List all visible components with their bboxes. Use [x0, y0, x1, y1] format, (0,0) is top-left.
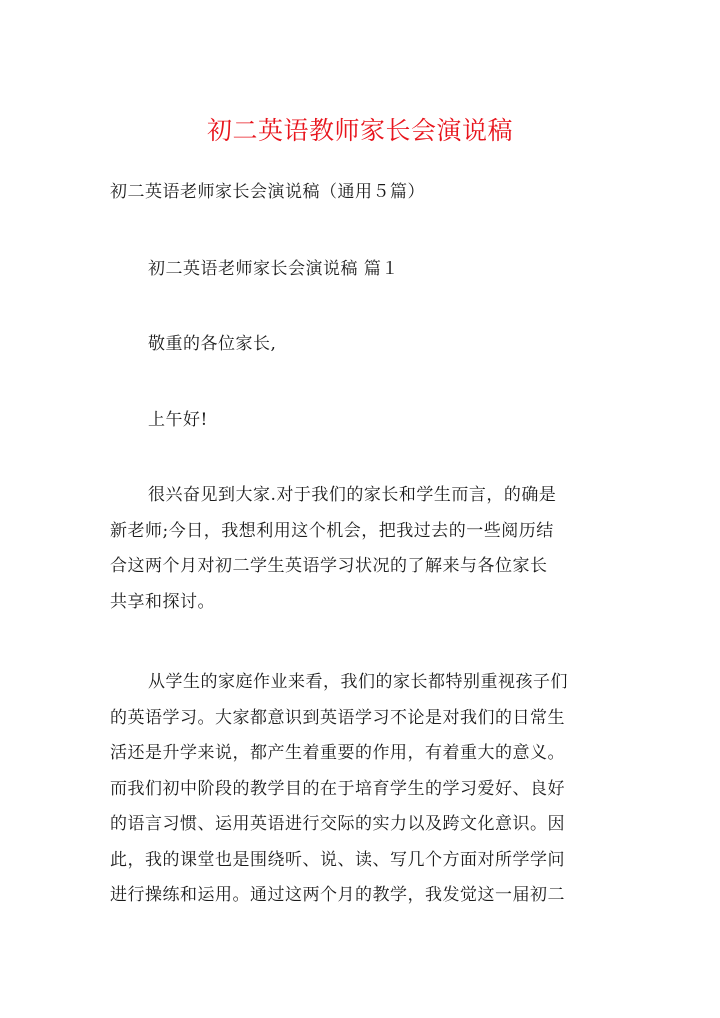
- paragraph-line: 共享和探讨。: [110, 591, 215, 612]
- paragraph-line: 而我们初中阶段的教学目的在于培育学生的学习爱好、良好: [110, 778, 565, 799]
- paragraph-line: 合这两个月对初二学生英语学习状况的了解来与各位家长: [110, 556, 548, 576]
- paragraph-line: 进行操练和运用。通过这两个月的教学，我发觉这一届初二: [110, 885, 565, 905]
- paragraph-line: 的英语学习。大家都意识到英语学习不论是对我们的日常生: [110, 707, 565, 728]
- greeting-line: 敬重的各位家长,: [148, 334, 277, 354]
- section-heading: 初二英语老师家长会演说稿 篇１: [148, 259, 399, 279]
- document-title: 初二英语教师家长会演说稿: [206, 116, 513, 145]
- paragraph-line: 从学生的家庭作业来看，我们的家长都特别重视孩子们: [148, 672, 568, 692]
- body-paragraph: [110, 478, 620, 620]
- body-paragraph: [110, 665, 620, 914]
- salutation-line: 上午好!: [148, 410, 208, 430]
- document-subtitle: 初二英语老师家长会演说稿（通用５篇）: [110, 182, 425, 202]
- paragraph-line: 活还是升学来说，都产生着重要的作用，有着重大的意义。: [110, 743, 565, 763]
- paragraph-line: 很兴奋见到大家.对于我们的家长和学生而言，的确是: [148, 485, 557, 505]
- paragraph-line: 的语言习惯、运用英语进行交际的实力以及跨文化意识。因: [110, 814, 565, 834]
- paragraph-line: 此，我的课堂也是围绕听、说、读、写几个方面对所学学问: [110, 849, 565, 870]
- paragraph-line: 新老师;今日，我想利用这个机会，把我过去的一些阅历结: [110, 520, 554, 541]
